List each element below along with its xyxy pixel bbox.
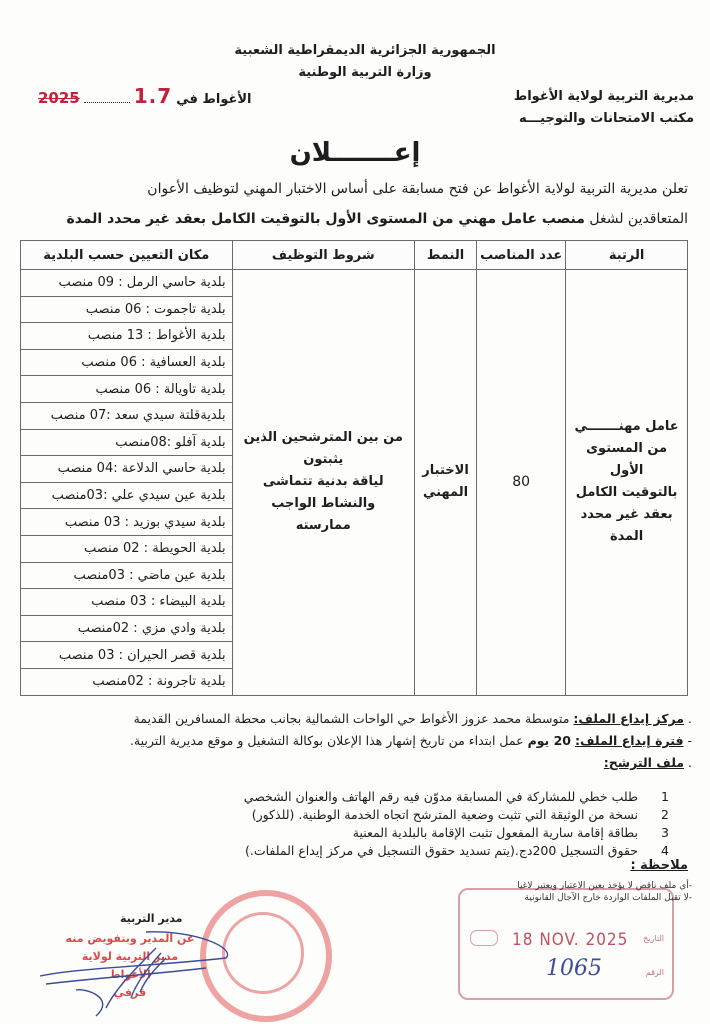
item-text: بطاقة إقامة سارية المفعول تثبت الإقامة بالبلدية المعنية [352, 825, 638, 840]
place-cell: بلدية حاسي الرمل : 09 منصب [21, 270, 233, 297]
place-cell: بلدية عين سيدي علي :03منصب [21, 482, 233, 509]
rank-line: بالتوقيت الكامل [575, 485, 678, 501]
header-place: مكان التعيين حسب البلدية [21, 241, 233, 270]
deposit-info [2, 708, 692, 774]
item-number: 4 [661, 843, 669, 858]
signer-title: مدير التربية [120, 912, 183, 925]
registration-stamp [458, 888, 674, 1000]
signer-name: قرفي [113, 986, 147, 999]
rank-cell [566, 270, 688, 696]
intro-line-2-bold: منصب عامل مهني من المستوى الأول بالتوقيت الكامل بعقد غير محدد المدة [66, 211, 585, 227]
conditions-line: لياقة بدنية تتماشى والنشاط الواجب [262, 474, 384, 512]
header-conditions: شروط التوظيف [232, 241, 414, 270]
rank-line: من المستوى الأول [586, 441, 668, 479]
candidacy-file [2, 752, 692, 774]
notes-heading: ملاحظة : [630, 858, 688, 873]
place-cell: بلدية العسافية : 06 منصب [21, 349, 233, 376]
stamp-logo-icon [470, 930, 498, 946]
republic-header [230, 40, 500, 84]
list-item [10, 788, 670, 806]
city-prefix: الأغواط في [176, 92, 252, 107]
deposit-center [2, 708, 692, 730]
table-row [21, 270, 688, 297]
place-cell: بلدية تاويالة : 06 منصب [21, 376, 233, 403]
place-cell: بلدية قصر الحيران : 03 منصب [21, 642, 233, 669]
deposit-period-label: فترة إيداع الملف: [575, 733, 684, 748]
deposit-period [2, 730, 692, 752]
handwritten-signature-icon [36, 928, 236, 1018]
bullet: - [683, 733, 692, 748]
place-cell: بلدية تاجرونة : 02منصب [21, 668, 233, 695]
deposit-period-value: عمل ابتداء من تاريخ إشهار هذا الإعلان بوكالة التشغيل و موقع مديرية التربية. [129, 733, 524, 748]
intro-paragraph [18, 174, 688, 234]
intro-line-2-prefix: المتعاقدين لشغل [589, 211, 688, 227]
conditions-line: من بين المترشحين الذين يثبتون [243, 430, 403, 468]
deposit-center-label: مركز إيداع الملف: [573, 711, 685, 726]
bullet: . [684, 755, 692, 770]
conditions-line: ممارسته [295, 518, 351, 534]
rank-line: عامل مهنـــــــي [574, 419, 679, 435]
stamp-date: 18 NOV. 2025 [512, 930, 629, 950]
place-cell: بلدية وادي مزي : 02منصب [21, 615, 233, 642]
date-year: 2025 [38, 89, 80, 107]
item-number: 2 [661, 807, 669, 822]
header-mode: النمط [414, 241, 476, 270]
header-rank: الرتبة [566, 241, 688, 270]
positions-table [20, 240, 688, 696]
place-cell: بلدية تاجموت : 06 منصب [21, 296, 233, 323]
place-cell: بلدية حاسي الدلاعة :04 منصب [21, 456, 233, 483]
notes-list [517, 880, 692, 904]
mode-line: الاختبار [422, 463, 469, 479]
place-cell: بلدية سيدي بوزيد : 03 منصب [21, 509, 233, 536]
office-name: مكتب الامتحانات والتوجيـــه [518, 111, 694, 126]
place-cell: بلدية آفلو :08منصب [21, 429, 233, 456]
deposit-period-days: 20 يوم [527, 733, 572, 748]
signer-delegation: عن المدير وبتفويض منه [65, 932, 195, 945]
item-number: 1 [661, 789, 669, 804]
count-cell: 80 [477, 270, 566, 696]
directorate-header [514, 86, 694, 130]
signer-org: مدير التربية لولاية الأغواط [81, 950, 179, 981]
candidacy-file-label: ملف الترشح: [603, 755, 685, 770]
place-cell: بلدية البيضاء : 03 منصب [21, 589, 233, 616]
header-count: عدد المناصب [477, 241, 566, 270]
place-cell: بلدية عين ماضي : 03منصب [21, 562, 233, 589]
stamp-number: 1065 [546, 956, 602, 981]
place-cell: بلديةقلتة سيدي سعد :07 منصب [21, 402, 233, 429]
documents-list [10, 788, 670, 860]
bullet: . [684, 711, 692, 726]
place-cell: بلدية الحويطة : 02 منصب [21, 535, 233, 562]
ministry-name: وزارة التربية الوطنية [298, 65, 432, 80]
item-text: طلب خطي للمشاركة في المسابقة مدوّن فيه رقم الهاتف والعنوان الشخصي [243, 789, 638, 804]
directorate-name: مديرية التربية لولاية الأغواط [513, 89, 694, 104]
page-title: إعـــــــلان [289, 138, 421, 168]
list-item [10, 806, 670, 824]
deposit-center-value: متوسطة محمد عزوز الأغواط حي الواحات الشمالية بجانب محطة المسافرين القديمة [133, 711, 570, 726]
item-text: حقوق التسجيل 200دج.(يتم تسديد حقوق التسجيل في مركز إيداع الملفات.) [244, 843, 638, 858]
rank-line: بعقد غير محدد المدة [580, 507, 673, 545]
list-item [10, 824, 670, 842]
list-item [10, 842, 670, 860]
intro-line-2 [18, 204, 688, 234]
item-number: 3 [661, 825, 669, 840]
item-text: نسخة من الوثيقة التي تثبت وضعية المترشح اتجاه الخدمة الوطنية. (للذكور) [251, 807, 638, 822]
mode-line: المهني [423, 485, 469, 501]
stamp-number-label: الرقم [645, 968, 664, 977]
republic-name: الجمهورية الجزائرية الديمقراطية الشعبية [234, 43, 496, 58]
date-dots [84, 102, 130, 103]
conditions-cell [232, 270, 414, 696]
mode-cell [414, 270, 476, 696]
place-cell: بلدية الأغواط : 13 منصب [21, 323, 233, 350]
note-item: -أي ملف ناقص لا يؤخذ بعين الاعتبار ويعتبر لاغيا [517, 881, 692, 891]
date-day: 1.7 [133, 84, 173, 108]
note-item: -لا تقبل الملفات الواردة خارج الآجال القانونية [524, 893, 692, 903]
table-header-row [21, 241, 688, 270]
stamp-date-label: التاريخ [643, 934, 664, 943]
city-date [38, 84, 252, 108]
intro-line-1: تعلن مديرية التربية لولاية الأغواط عن فتح مسابقة على أساس الاختبار المهني لتوظيف الأعوان [147, 181, 688, 197]
